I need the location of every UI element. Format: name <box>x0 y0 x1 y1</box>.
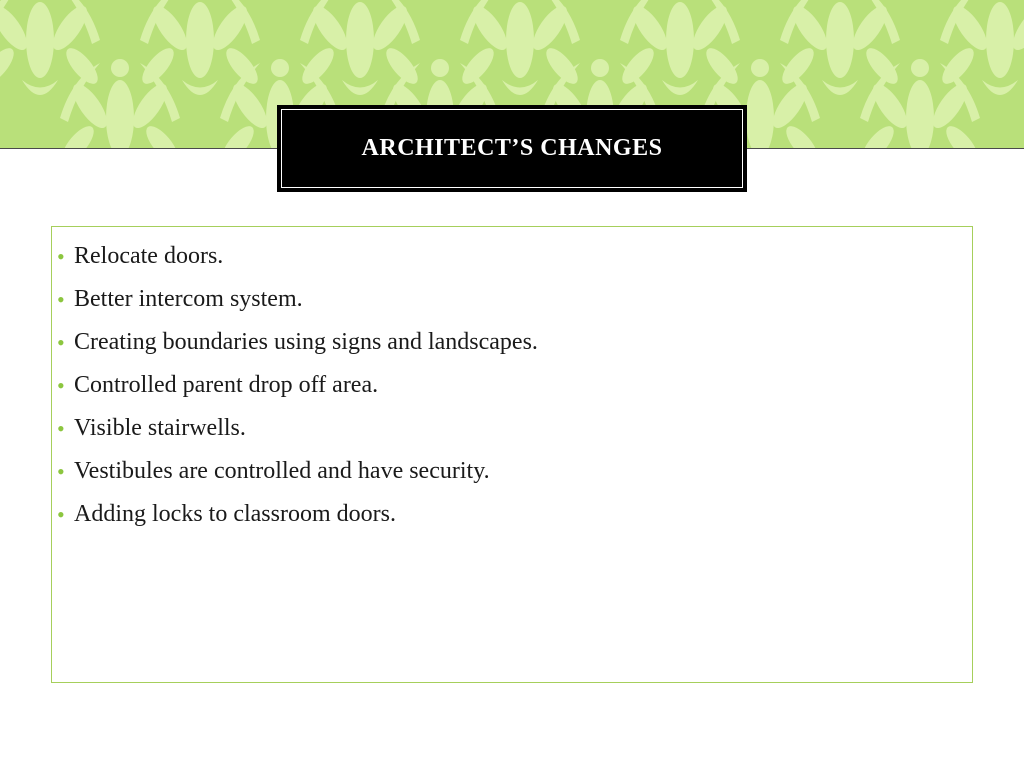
bullet-icon: • <box>57 244 65 269</box>
bullet-icon: • <box>57 416 65 441</box>
bullet-item <box>57 321 972 364</box>
bullet-item <box>57 493 972 536</box>
bullet-icon: • <box>57 502 65 527</box>
bullet-list <box>52 227 972 536</box>
bullet-text: Creating boundaries using signs and landscapes. <box>74 329 538 355</box>
bullet-icon: • <box>57 330 65 355</box>
bullet-text: Visible stairwells. <box>74 415 246 441</box>
title-box <box>277 105 747 192</box>
bullet-item <box>57 278 972 321</box>
bullet-icon: • <box>57 373 65 398</box>
bullet-item <box>57 235 972 278</box>
bullet-text: Adding locks to classroom doors. <box>74 501 396 527</box>
title-inner-frame <box>281 109 743 188</box>
bullet-text: Relocate doors. <box>74 243 224 269</box>
slide-title: ARCHITECT’S CHANGES <box>361 135 663 161</box>
bullet-item <box>57 407 972 450</box>
bullet-icon: • <box>57 459 65 484</box>
bullet-text: Controlled parent drop off area. <box>74 372 379 398</box>
bullet-text: Better intercom system. <box>74 286 303 312</box>
bullet-icon: • <box>57 287 65 312</box>
bullet-item <box>57 450 972 493</box>
bullet-item <box>57 364 972 407</box>
content-placeholder <box>51 226 973 683</box>
bullet-text: Vestibules are controlled and have security. <box>74 458 490 484</box>
